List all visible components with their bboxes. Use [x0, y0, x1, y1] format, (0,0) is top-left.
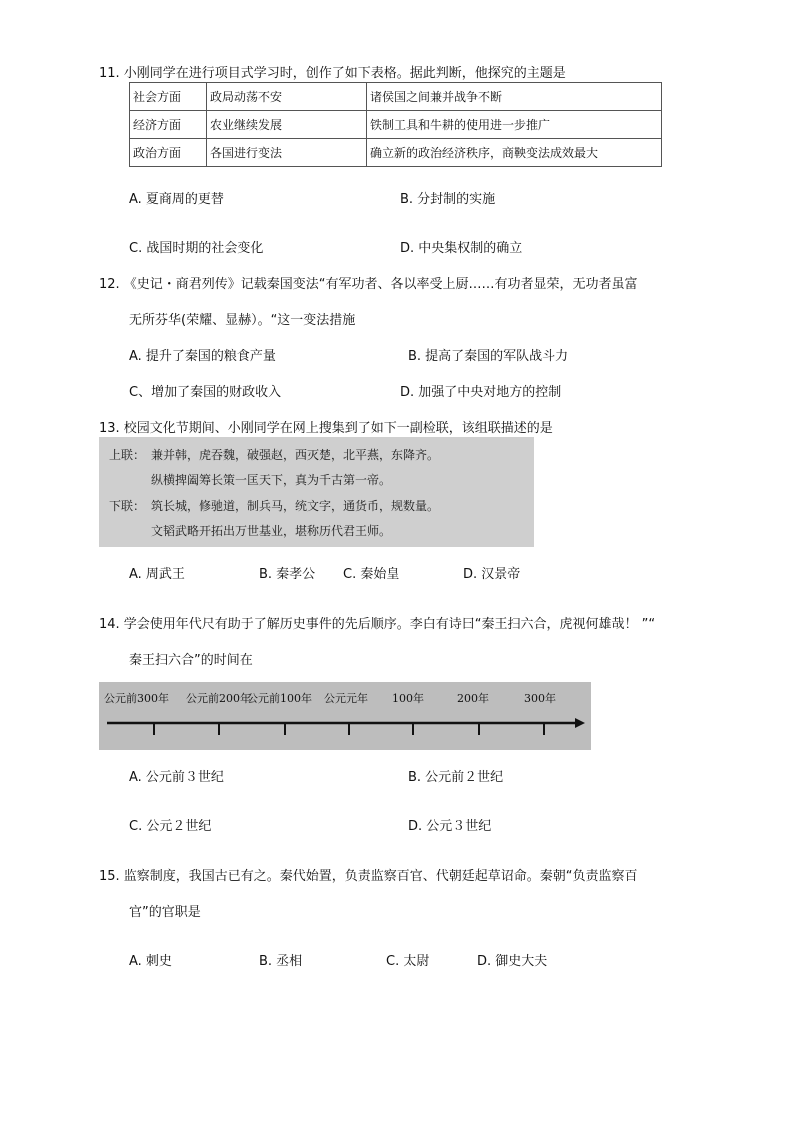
question-12-stem-line-1: 12. 《史记・商君列传》记载秦国变法“有军功者、各以率受上厨……有功者显荣，无功者虽富: [99, 277, 638, 292]
table-cell: 各国进行变法: [207, 139, 367, 167]
question-14-option-c[interactable]: C. 公元２世纪: [129, 819, 212, 834]
couplet-lower-line-2: 文韬武略开拓出万世基业，堪称历代君王师。: [151, 524, 392, 538]
timeline-label: 公元前200年: [186, 692, 251, 705]
table-cell: 农业继续发展: [207, 111, 367, 139]
timeline-label: 公元元年: [324, 692, 368, 705]
question-11-table: [129, 82, 662, 167]
question-12-stem-line-2: 无所芬华(荣耀、显赫）。“这一变法措施: [129, 313, 356, 328]
couplet-image: [99, 437, 534, 547]
table-cell: 诸侯国之间兼并战争不断: [367, 83, 662, 111]
question-14-option-b[interactable]: B. 公元前２世纪: [408, 770, 504, 785]
question-15-stem-line-2: 官”的官职是: [129, 905, 201, 920]
timeline-axis: [99, 682, 591, 750]
timeline-label: 100年: [392, 692, 424, 705]
timeline-label: 公元前300年: [104, 692, 169, 705]
timeline-label: 公元前100年: [247, 692, 312, 705]
table-cell: 经济方面: [130, 111, 207, 139]
question-14-stem-line-2: 秦王扫六合”的时间在: [129, 653, 253, 668]
table-row: [130, 139, 662, 167]
question-13-option-d[interactable]: D. 汉景帝: [463, 567, 521, 582]
table-row: [130, 111, 662, 139]
table-row: [130, 83, 662, 111]
question-15-option-c[interactable]: C. 太尉: [386, 954, 430, 969]
question-12-option-a[interactable]: A. 提升了秦国的粮食产量: [129, 349, 276, 364]
question-11-option-c[interactable]: C. 战国时期的社会变化: [129, 241, 264, 256]
timeline-arrow: [575, 718, 585, 728]
question-15-option-d[interactable]: D. 御史大夫: [477, 954, 548, 969]
table-cell: 政局动荡不安: [207, 83, 367, 111]
question-14-stem-line-1: 14. 学会使用年代尺有助于了解历史事件的先后顺序。李白有诗曰“秦王扫六合，虎视何雄哉！ ”“: [99, 617, 656, 632]
question-13-option-a[interactable]: A. 周武王: [129, 567, 185, 582]
question-13-option-c[interactable]: C. 秦始皇: [343, 567, 400, 582]
couplet-upper-line-2: 纵横捭阖筹长策一匡天下，真为千古第一帝。: [151, 473, 392, 487]
question-12-option-b[interactable]: B. 提高了秦国的军队战斗力: [408, 349, 569, 364]
question-14-option-a[interactable]: A. 公元前３世纪: [129, 770, 224, 785]
timeline-label: 200年: [457, 692, 489, 705]
question-11-option-a[interactable]: A. 夏商周的更替: [129, 192, 224, 207]
timeline-image: [99, 682, 591, 750]
question-14-option-d[interactable]: D. 公元３世纪: [408, 819, 492, 834]
table-cell: 政治方面: [130, 139, 207, 167]
question-13-option-b[interactable]: B. 秦孝公: [259, 567, 316, 582]
question-11-stem: 11. 小刚同学在进行项目式学习时，创作了如下表格。据此判断，他探究的主题是: [99, 66, 566, 81]
question-12-option-d[interactable]: D. 加强了中央对地方的控制: [400, 385, 562, 400]
table-cell: 确立新的政治经济秩序，商鞅变法成效最大: [367, 139, 662, 167]
question-11-option-d[interactable]: D. 中央集权制的确立: [400, 241, 523, 256]
question-13-stem: 13. 校园文化节期间、小刚同学在网上搜集到了如下一副检联，该组联描述的是: [99, 421, 553, 436]
table-cell: 社会方面: [130, 83, 207, 111]
couplet-upper-line-1: 兼并韩，虎吞魏，破强赵，西灭楚，北平燕，东降齐。: [151, 448, 440, 462]
couplet-lower-line-1: 筑长城，修驰道，制兵马，统文字，通货币，规数量。: [151, 499, 440, 513]
couplet-upper-label: 上联：: [109, 448, 146, 462]
couplet-lower-label: 下联：: [109, 499, 146, 513]
question-15-option-b[interactable]: B. 丞相: [259, 954, 303, 969]
question-11-option-b[interactable]: B. 分封制的实施: [400, 192, 496, 207]
question-12-option-c[interactable]: C、增加了秦国的财政收入: [129, 385, 282, 400]
timeline-label: 300年: [524, 692, 556, 705]
question-15-stem-line-1: 15. 监察制度，我国古已有之。秦代始置，负责监察百官、代朝廷起草诏命。秦朝“负责监察百: [99, 869, 638, 884]
question-15-option-a[interactable]: A. 刺史: [129, 954, 172, 969]
table-cell: 铁制工具和牛耕的使用进一步推广: [367, 111, 662, 139]
